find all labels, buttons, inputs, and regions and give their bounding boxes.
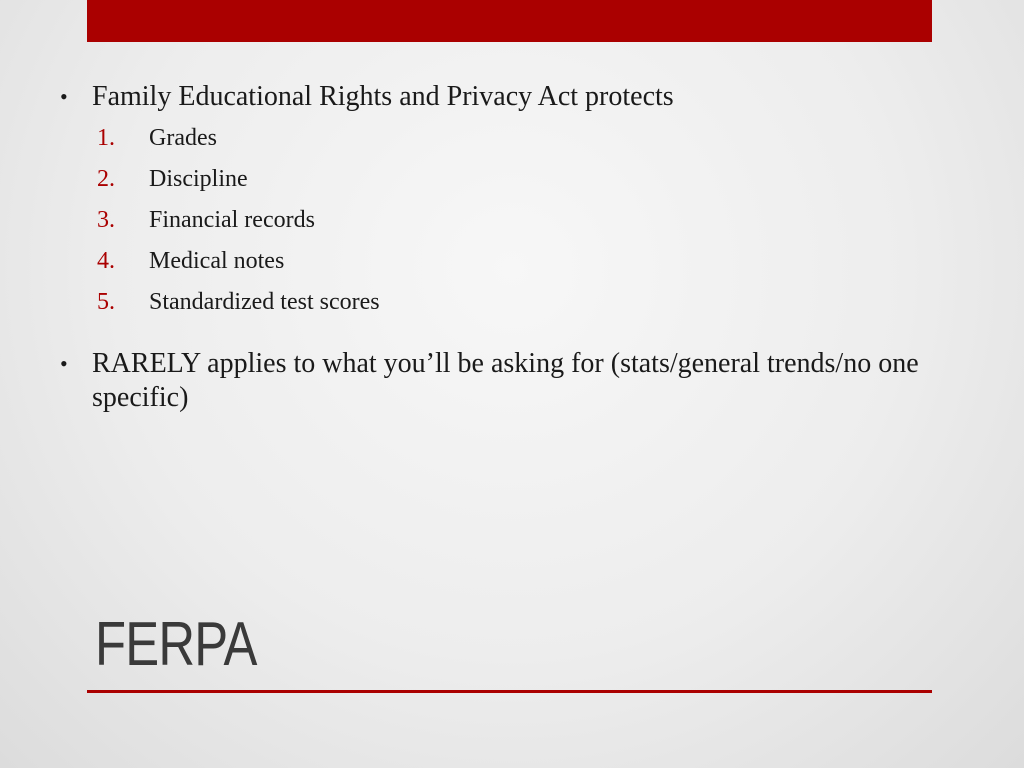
slide-body xyxy=(58,80,928,415)
list-item xyxy=(58,200,928,241)
list-item-text: Discipline xyxy=(149,166,248,192)
bullet-dot-icon: • xyxy=(60,351,68,376)
numbered-list xyxy=(58,118,928,323)
list-item-text: Medical notes xyxy=(149,248,285,274)
list-item-text: Grades xyxy=(149,125,217,151)
list-number: 1. xyxy=(97,125,115,151)
bullet-dot-icon: • xyxy=(60,84,68,109)
list-item xyxy=(58,118,928,159)
list-item xyxy=(58,159,928,200)
list-item-text: Financial records xyxy=(149,207,315,233)
spacer xyxy=(58,323,928,347)
bullet-item xyxy=(58,347,928,415)
list-number: 4. xyxy=(97,248,115,274)
list-item xyxy=(58,241,928,282)
bullet-item xyxy=(58,80,928,114)
slide-title: FERPA xyxy=(95,610,257,679)
list-item xyxy=(58,282,928,323)
list-number: 5. xyxy=(97,289,115,315)
list-number: 2. xyxy=(97,166,115,192)
list-item-text: Standardized test scores xyxy=(149,289,380,315)
bullet-text: RARELY applies to what you’ll be asking for (stats/general trends/no one specific) xyxy=(92,348,919,413)
title-underline xyxy=(87,690,932,693)
bullet-text: Family Educational Rights and Privacy Act protects xyxy=(92,81,674,112)
top-accent-bar xyxy=(87,0,932,42)
list-number: 3. xyxy=(97,207,115,233)
